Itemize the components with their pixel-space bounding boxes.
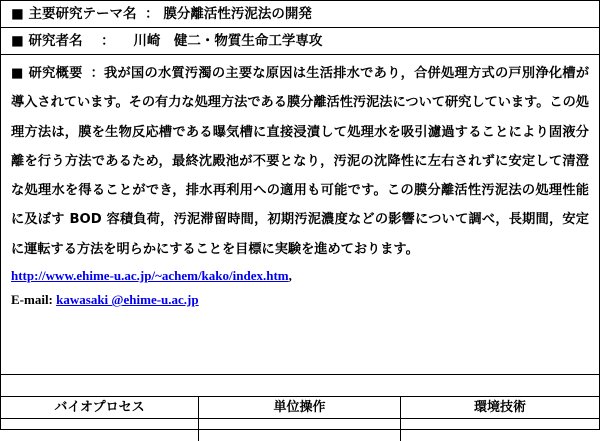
- email-label: E-mail:: [11, 292, 53, 308]
- blank-row: [1, 375, 599, 397]
- category-header-bioprocess: バイオプロセス: [1, 397, 199, 419]
- category-cell-environmental-tech: [401, 419, 599, 441]
- category-cell-bioprocess: [1, 419, 199, 441]
- theme-row: [1, 1, 599, 28]
- summary-paragraph: [11, 59, 589, 264]
- summary-body: 我が国の水質汚濁の主要な原因は生活排水であり，合併処理方式の戸別浄化槽が導入されています。その有力な処理方法である膜分離活性汚泥法について研究しています。この処理方法は，膜を生物反応槽である曝気槽に直接浸漬して処理水を吸引濾過することにより固液分離を行う方法であるため，最終沈殿池が不要となり，汚泥の沈降性に左右されずに安定して清澄な処理水を得ることができ，排水再利用への適用も可能です。この膜分離活性汚泥法の処理性能に及ぼす BOD 容積負荷，汚泥滞留時間，初期汚泥濃度などの影響について調べ，長期間，安定に運転する方法を明らかにすることを目標に実験を進めております。: [11, 66, 590, 257]
- category-header-unit-operation: 単位操作: [199, 397, 401, 419]
- researcher-separator: ：: [101, 33, 115, 49]
- email-line: [11, 288, 589, 312]
- researcher-name: 川崎 健二・物質生命工学専攻: [133, 33, 323, 49]
- summary-section: [1, 55, 599, 375]
- email-link[interactable]: kawasaki @ehime-u.ac.jp: [56, 292, 199, 308]
- theme-separator: ：: [145, 6, 159, 22]
- summary-label: ■ 研究概要: [11, 66, 83, 81]
- url-suffix: ,: [288, 268, 292, 284]
- url-line: [11, 264, 589, 288]
- category-table: [1, 397, 599, 441]
- theme-label: ■ 主要研究テーマ名: [11, 6, 137, 22]
- theme-title: 膜分離活性汚泥法の開発: [163, 6, 312, 22]
- summary-separator: ：: [90, 66, 105, 81]
- category-header-environmental-tech: 環境技術: [401, 397, 599, 419]
- category-cell-unit-operation: [199, 419, 401, 441]
- researcher-row: [1, 28, 599, 55]
- homepage-link[interactable]: http://www.ehime-u.ac.jp/~achem/kako/index.htm: [11, 268, 289, 284]
- researcher-label: ■ 研究者名: [11, 33, 83, 49]
